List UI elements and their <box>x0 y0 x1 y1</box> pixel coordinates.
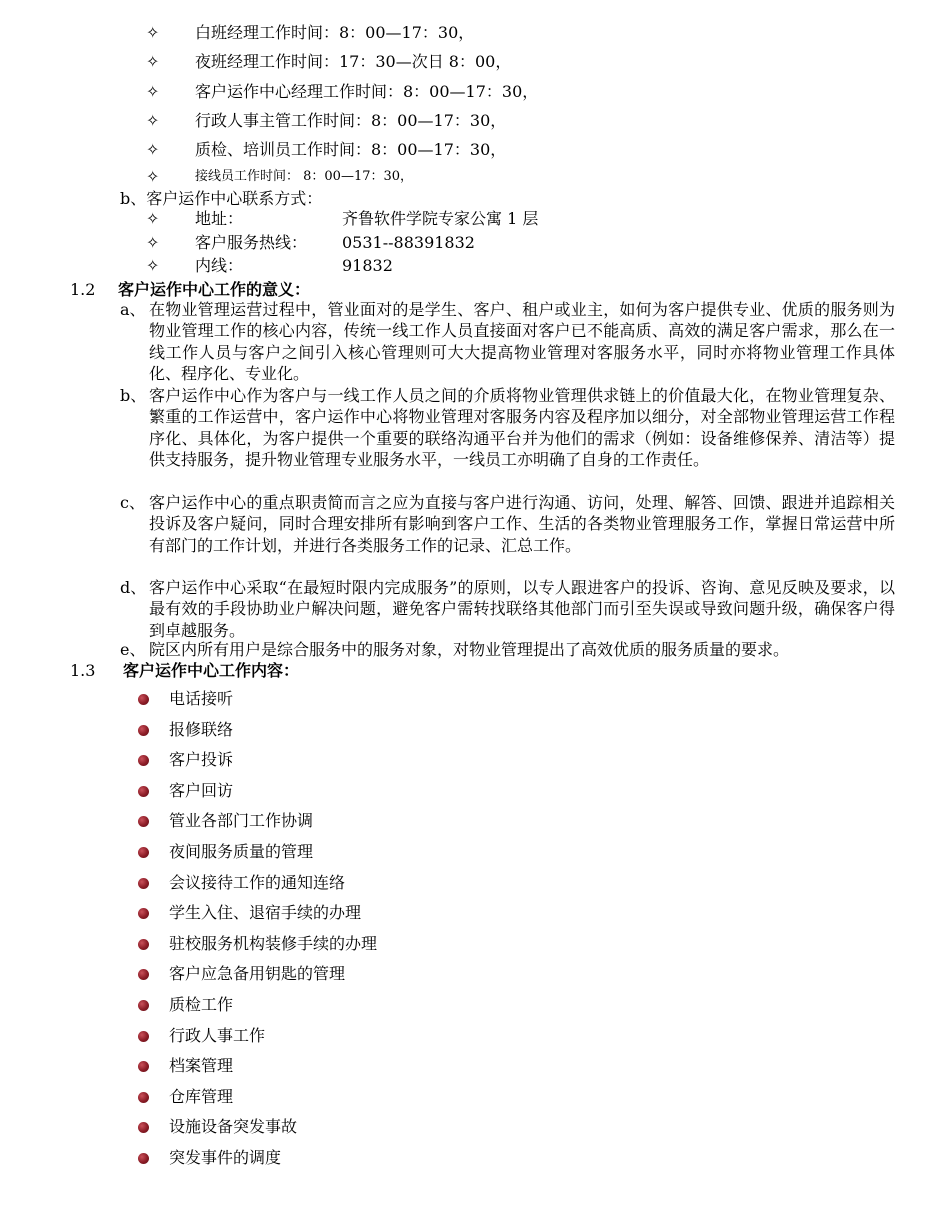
round-bullet-icon <box>138 1031 149 1042</box>
round-bullet-icon <box>138 1122 149 1133</box>
work-hours-text: 白班经理工作时间：8：00—17：30， <box>195 23 475 42</box>
list-item-text: 客户投诉 <box>169 750 234 770</box>
round-bullet-icon <box>138 816 149 827</box>
list-item-text: 突发事件的调度 <box>169 1148 282 1167</box>
paragraph-label: b、 <box>120 386 147 405</box>
round-bullet-icon <box>138 755 149 766</box>
round-bullet-icon <box>138 969 149 980</box>
paragraph-label: c、 <box>120 493 145 512</box>
contact-label: 内线： <box>195 256 244 275</box>
round-bullet-icon <box>138 908 149 919</box>
paragraph-text: 客户运作中心采取“在最短时限内完成服务”的原则，以专人跟进客户的投诉、咨询、意见反映及要求，以最有效的手段协助业户解决问题，避免客户需转找联络其他部门而引至失误或导致问题升级，确保客户得到卓越服务。 <box>149 578 895 640</box>
list-item-text: 学生入住、退宿手续的办理 <box>169 903 362 923</box>
diamond-bullet-icon: ✧ <box>146 82 160 101</box>
round-bullet-icon <box>138 878 149 889</box>
work-hours-text: 客户运作中心经理工作时间：8：00—17：30， <box>195 82 539 101</box>
round-bullet-icon <box>138 1061 149 1072</box>
round-bullet-icon <box>138 1153 149 1164</box>
diamond-bullet-icon: ✧ <box>146 256 160 275</box>
contact-label: 客户服务热线： <box>195 233 308 252</box>
contact-label: 地址： <box>195 209 244 228</box>
diamond-bullet-icon: ✧ <box>146 140 160 159</box>
round-bullet-icon <box>138 1092 149 1103</box>
paragraph-label: e、 <box>120 640 146 659</box>
list-item-text: 档案管理 <box>169 1056 234 1076</box>
work-hours-text: 夜班经理工作时间：17：30—次日 8：00， <box>195 52 512 71</box>
paragraph-c <box>120 492 895 556</box>
list-item-text: 报修联络 <box>169 719 234 739</box>
list-item-text: 电话接听 <box>169 689 234 708</box>
list-item-text: 设施设备突发事故 <box>169 1117 298 1137</box>
work-hours-text: 接线员工作时间： 8：00—17：30， <box>195 169 414 184</box>
section-number: 1.2 <box>70 280 96 299</box>
paragraph-a <box>120 299 895 384</box>
paragraph-b <box>120 385 895 470</box>
round-bullet-icon <box>138 939 149 950</box>
list-item-text: 行政人事工作 <box>169 1025 266 1045</box>
diamond-bullet-icon: ✧ <box>146 233 160 252</box>
contact-title: b、客户运作中心联系方式： <box>120 189 323 208</box>
work-hours-text: 行政人事主管工作时间：8：00—17：30， <box>195 111 507 130</box>
list-item-text: 客户回访 <box>169 780 234 800</box>
paragraph-text: 院区内所有用户是综合服务中的服务对象，对物业管理提出了高效优质的服务质量的要求。 <box>149 640 790 659</box>
section-number: 1.3 <box>70 661 96 680</box>
list-item-text: 仓库管理 <box>169 1086 234 1106</box>
paragraph-text: 在物业管理运营过程中，管业面对的是学生、客户、租户或业主，如何为客户提供专业、优质的服务则为物业管理工作的核心内容，传统一线工作人员直接面对客户已不能高质、高效的满足客户需求，那么在一线工作人员与客户之间引入核心管理则可大大提高物业管理对客服务水平，同时亦将物业管理工作具体化、程序化、专业化。 <box>149 300 895 383</box>
paragraph-text: 客户运作中心作为客户与一线工作人员之间的介质将物业管理供求链上的价值最大化，在物业管理复杂、繁重的工作运营中，客户运作中心将物业管理对客服务内容及程序加以细分，对全部物业管理运营工作程序化、具体化，为客户提供一个重要的联络沟通平台并为他们的需求（例如：设备维修保养、清洁等）提供支持服务，提升物业管理专业服务水平，一线员工亦明确了自身的工作责任。 <box>149 386 895 469</box>
diamond-bullet-icon: ✧ <box>146 209 160 228</box>
contact-value: 91832 <box>342 256 393 275</box>
round-bullet-icon <box>138 1000 149 1011</box>
round-bullet-icon <box>138 847 149 858</box>
section-title: 客户运作中心工作内容： <box>123 661 300 680</box>
list-item-text: 会议接待工作的通知连络 <box>169 872 346 892</box>
contact-value: 0531--88391832 <box>342 233 475 252</box>
paragraph-label: d、 <box>120 578 147 597</box>
list-item-text: 质检工作 <box>169 995 234 1014</box>
paragraph-d <box>120 577 895 641</box>
list-item-text: 驻校服务机构装修手续的办理 <box>169 933 378 953</box>
paragraph-e <box>120 639 895 660</box>
list-item-text: 管业各部门工作协调 <box>169 811 314 831</box>
round-bullet-icon <box>138 725 149 736</box>
list-item-text: 客户应急备用钥匙的管理 <box>169 964 346 984</box>
diamond-bullet-icon: ✧ <box>146 167 160 186</box>
section-title: 客户运作中心工作的意义： <box>118 280 311 299</box>
diamond-bullet-icon: ✧ <box>146 111 160 130</box>
paragraph-label: a、 <box>120 300 146 319</box>
paragraph-text: 客户运作中心的重点职责简而言之应为直接与客户进行沟通、访问，处理、解答、回馈、跟进并追踪相关投诉及客户疑问，同时合理安排所有影响到客户工作、生活的各类物业管理服务工作，掌握日常运营中所有部门的工作计划，并进行各类服务工作的记录、汇总工作。 <box>149 493 895 555</box>
list-item-text: 夜间服务质量的管理 <box>169 842 314 861</box>
diamond-bullet-icon: ✧ <box>146 52 160 71</box>
contact-value: 齐鲁软件学院专家公寓 1 层 <box>342 209 539 228</box>
work-hours-text: 质检、培训员工作时间：8：00—17：30， <box>195 140 507 159</box>
round-bullet-icon <box>138 786 149 797</box>
round-bullet-icon <box>138 694 149 705</box>
diamond-bullet-icon: ✧ <box>146 23 160 42</box>
